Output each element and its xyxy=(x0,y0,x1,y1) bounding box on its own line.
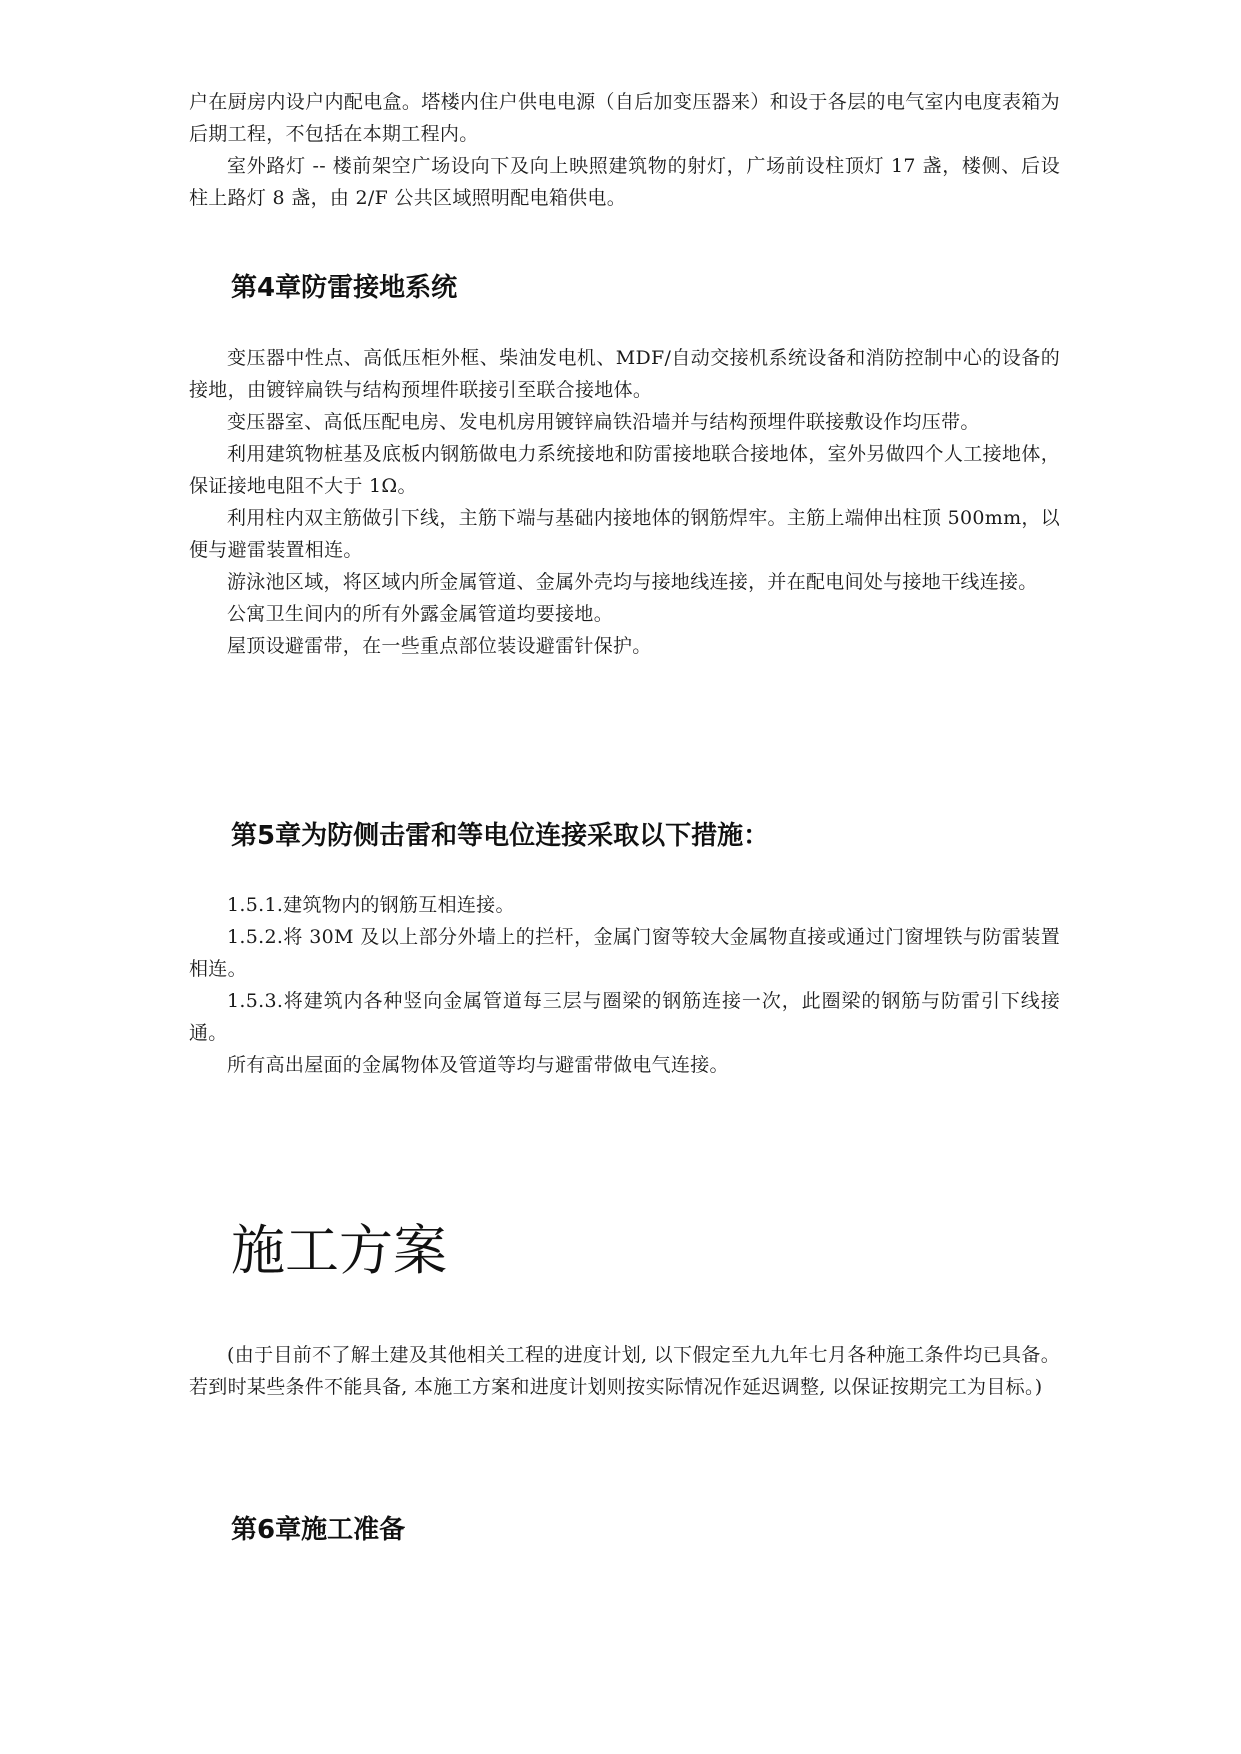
chapter-4-paragraph-1: 变压器中性点、高低压柜外框、柴油发电机、MDF/自动交接机系统设备和消防控制中心的设备的接地，由镀锌扁铁与结构预埋件联接引至联合接地体。 xyxy=(189,347,1060,401)
chapter-4-heading: 第4章防雷接地系统 xyxy=(231,273,458,303)
chapter-4-paragraph-3: 利用建筑物桩基及底板内钢筋做电力系统接地和防雷接地联合接地体，室外另做四个人工接地体，保证接地电阻不大于 1Ω。 xyxy=(189,443,1060,497)
chapter-6-heading: 第6章施工准备 xyxy=(231,1515,406,1545)
section-note xyxy=(189,1339,1060,1403)
chapter-4-body xyxy=(189,342,1060,662)
chapter-5-heading: 第5章为防侧击雷和等电位连接采取以下措施： xyxy=(231,821,770,851)
chapter-5-item-2: 1.5.2.将 30M 及以上部分外墙上的拦杆，金属门窗等较大金属物直接或通过门窗埋铁与防雷装置相连。 xyxy=(189,926,1060,980)
section-title: 施工方案 xyxy=(231,1219,447,1282)
chapter-4-paragraph-5: 游泳池区域，将区域内所金属管道、金属外壳均与接地线连接，并在配电间处与接地干线连接。 xyxy=(227,571,1038,593)
intro-section xyxy=(189,86,1060,214)
intro-paragraph-2: 室外路灯 -- 楼前架空广场设向下及向上映照建筑物的射灯，广场前设柱顶灯 17 盏，楼侧、后设柱上路灯 8 盏，由 2/F 公共区域照明配电箱供电。 xyxy=(189,155,1060,209)
chapter-4-paragraph-6: 公寓卫生间内的所有外露金属管道均要接地。 xyxy=(227,603,614,625)
chapter-5-paragraph-4: 所有高出屋面的金属物体及管道等均与避雷带做电气连接。 xyxy=(227,1054,729,1076)
chapter-5-item-1: 1.5.1.建筑物内的钢筋互相连接。 xyxy=(227,894,515,916)
chapter-4-paragraph-2: 变压器室、高低压配电房、发电机房用镀锌扁铁沿墙并与结构预埋件联接敷设作均压带。 xyxy=(227,411,980,433)
chapter-4-paragraph-7: 屋顶设避雷带，在一些重点部位装设避雷针保护。 xyxy=(227,635,652,657)
chapter-4-paragraph-4: 利用柱内双主筋做引下线，主筋下端与基础内接地体的钢筋焊牢。主筋上端伸出柱顶 500mm，以便与避雷装置相连。 xyxy=(189,507,1060,561)
intro-paragraph-1: 户在厨房内设户内配电盒。塔楼内住户供电电源（自后加变压器来）和设于各层的电气室内电度表箱为后期工程，不包括在本期工程内。 xyxy=(189,91,1060,145)
chapter-5-body xyxy=(189,889,1060,1081)
chapter-5-item-3: 1.5.3.将建筑内各种竖向金属管道每三层与圈梁的钢筋连接一次，此圈梁的钢筋与防雷引下线接通。 xyxy=(189,990,1060,1044)
section-note-paragraph: (由于目前不了解土建及其他相关工程的进度计划, 以下假定至九九年七月各种施工条件均已具备。若到时某些条件不能具备, 本施工方案和进度计划则按实际情况作延迟调整, 以保证按期完工为目标。) xyxy=(189,1344,1060,1398)
